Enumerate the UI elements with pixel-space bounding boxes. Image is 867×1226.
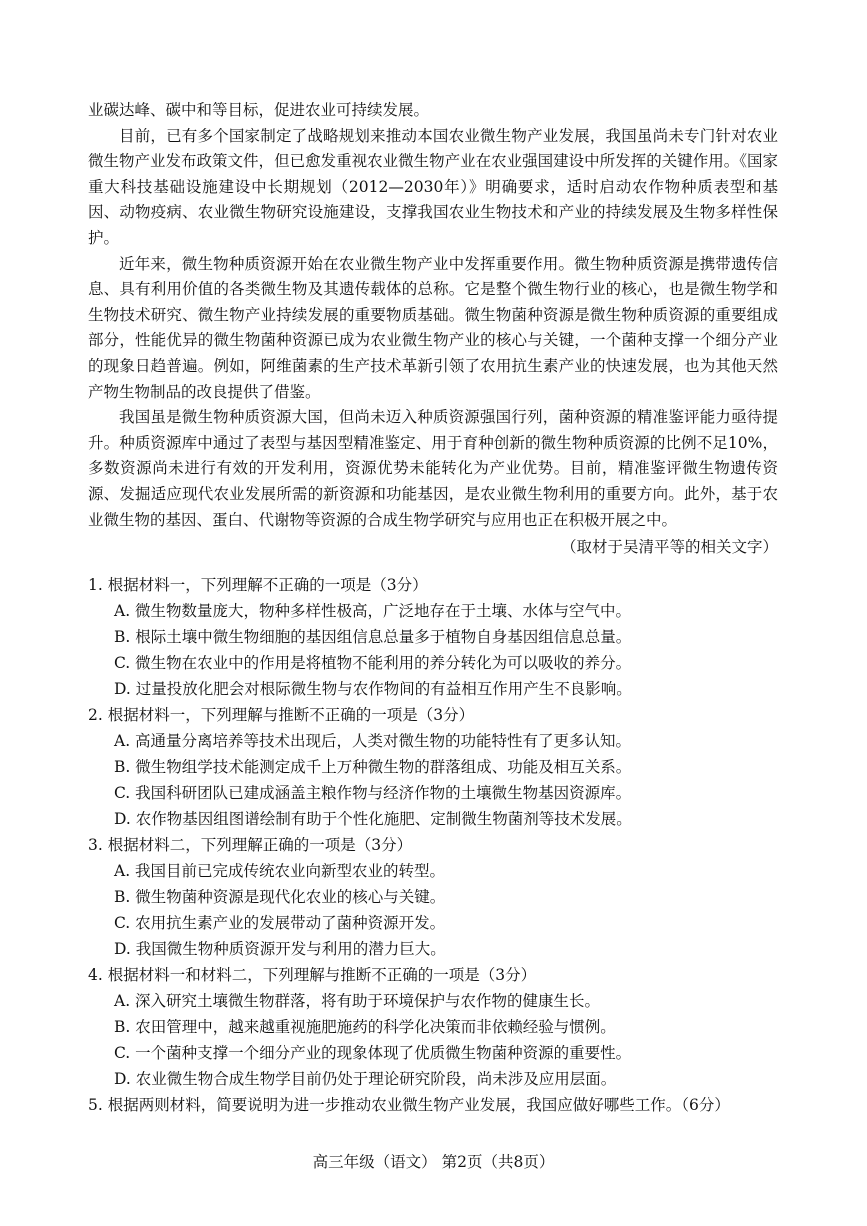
option-d: D. 农业微生物合成生物学目前仍处于理论研究阶段，尚未涉及应用层面。	[114, 1070, 617, 1088]
question-1	[88, 572, 788, 702]
option-b: B. 农田管理中，越来越重视施肥施药的科学化决策而非依赖经验与惯例。	[114, 1018, 616, 1036]
reading-passage	[88, 98, 778, 561]
question-stem: 2. 根据材料一，下列理解与推断不正确的一项是（3分）	[88, 706, 475, 724]
option-d: D. 我国微生物种质资源开发与利用的潜力巨大。	[114, 940, 446, 958]
passage-paragraph: 我国虽是微生物种质资源大国，但尚未迈入种质资源强国行列，菌种资源的精准鉴评能力亟待提升。种质资源库中通过了表型与基因型精准鉴定、用于育种创新的微生物种质资源的比例不足10%，多数资源尚未进行有效的开发利用，资源优势未能转化为产业优势。目前，精准鉴评微生物遗传资源、发掘适应现代农业发展所需的新资源和功能基因，是农业微生物利用的重要方向。此外，基于农业微生物的基因、蛋白、代谢物等资源的合成生物学研究与应用也正在积极开展之中。	[88, 408, 778, 529]
option-d: D. 农作物基因组图谱绘制有助于个性化施肥、定制微生物菌剂等技术发展。	[114, 810, 632, 828]
question-stem: 5. 根据两则材料，简要说明为进一步推动农业微生物产业发展，我国应做好哪些工作。（6分）	[88, 1096, 730, 1114]
option-a: A. 高通量分离培养等技术出现后，人类对微生物的功能特性有了更多认知。	[114, 732, 632, 750]
option-c: C. 农用抗生素产业的发展带动了菌种资源开发。	[114, 914, 446, 932]
option-b: B. 微生物组学技术能测定成千上万种微生物的群落组成、功能及相互关系。	[114, 758, 632, 776]
option-c: C. 一个菌种支撑一个细分产业的现象体现了优质微生物菌种资源的重要性。	[114, 1044, 632, 1062]
passage-source: （取材于吴清平等的相关文字）	[560, 538, 778, 557]
question-list	[88, 572, 788, 1118]
question-4	[88, 962, 788, 1092]
page-footer: 高三年级（语文） 第2页（共8页）	[312, 1153, 555, 1171]
question-stem: 1. 根据材料一，下列理解不正确的一项是（3分）	[88, 576, 428, 594]
question-stem: 3. 根据材料二，下列理解正确的一项是（3分）	[88, 836, 413, 854]
option-b: B. 微生物菌种资源是现代化农业的核心与关键。	[114, 888, 446, 906]
option-a: A. 深入研究土壤微生物群落，将有助于环境保护与农作物的健康生长。	[114, 992, 601, 1010]
option-d: D. 过量投放化肥会对根际微生物与农作物间的有益相互作用产生不良影响。	[114, 680, 632, 698]
passage-paragraph: 近年来，微生物种质资源开始在农业微生物产业中发挥重要作用。微生物种质资源是携带遗传信息、具有利用价值的各类微生物及其遗传载体的总称。它是整个微生物行业的核心，也是微生物学和生物技术研究、微生物产业持续发展的重要物质基础。微生物菌种资源是微生物种质资源的重要组成部分，性能优异的微生物菌种资源已成为农业微生物产业的核心与关键，一个菌种支撑一个细分产业的现象日趋普遍。例如，阿维菌素的生产技术革新引领了农用抗生素产业的快速发展，也为其他天然产物生物制品的改良提供了借鉴。	[88, 254, 778, 401]
question-3	[88, 832, 788, 962]
option-a: A. 我国目前已完成传统农业向新型农业的转型。	[114, 862, 446, 880]
option-c: C. 我国科研团队已建成涵盖主粮作物与经济作物的土壤微生物基因资源库。	[114, 784, 632, 802]
question-stem: 4. 根据材料一和材料二，下列理解与推断不正确的一项是（3分）	[88, 966, 537, 984]
option-c: C. 微生物在农业中的作用是将植物不能利用的养分转化为可以吸收的养分。	[114, 654, 632, 672]
option-b: B. 根际土壤中微生物细胞的基因组信息总量多于植物自身基因组信息总量。	[114, 628, 632, 646]
passage-paragraph: 目前，已有多个国家制定了战略规划来推动本国农业微生物产业发展，我国虽尚未专门针对农业微生物产业发布政策文件，但已愈发重视农业微生物产业在农业强国建设中所发挥的关键作用。《国家重大科技基础设施建设中长期规划（2012—2030年）》明确要求，适时启动农作物种质表型和基因、动物疫病、农业微生物研究设施建设，支撑我国农业生物技术和产业的持续发展及生物多样性保护。	[88, 126, 778, 247]
option-a: A. 微生物数量庞大，物种多样性极高，广泛地存在于土壤、水体与空气中。	[114, 602, 632, 620]
question-2	[88, 702, 788, 832]
passage-paragraph: 业碳达峰、碳中和等目标，促进农业可持续发展。	[88, 101, 430, 119]
question-5	[88, 1092, 788, 1118]
